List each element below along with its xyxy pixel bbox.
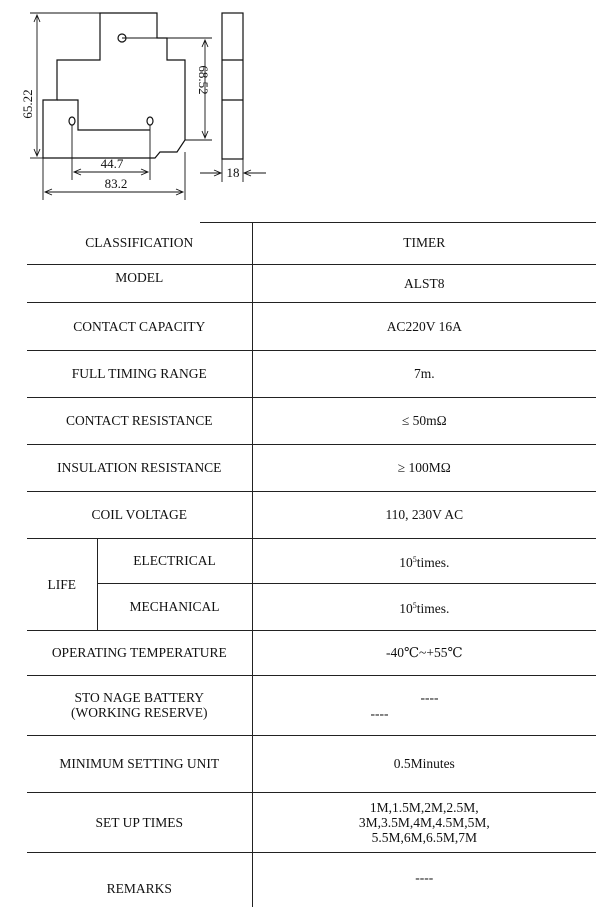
row-value: 7m. bbox=[252, 350, 596, 397]
row-value: -40℃~+55℃ bbox=[252, 630, 596, 675]
table-row bbox=[27, 630, 596, 675]
table-row bbox=[27, 264, 596, 302]
row-label bbox=[27, 675, 252, 735]
storage-battery-label-line2: (WORKING RESERVE) bbox=[70, 705, 208, 720]
table-row-life-mechanical bbox=[27, 583, 596, 630]
row-value: TIMER bbox=[252, 222, 596, 264]
spec-table bbox=[27, 222, 596, 907]
row-label: CLASSIFICATION bbox=[85, 235, 194, 251]
mounting-hole-left bbox=[69, 117, 75, 125]
row-value: AC220V 16A bbox=[252, 302, 596, 350]
table-row bbox=[27, 444, 596, 491]
front-inner-line bbox=[57, 100, 150, 130]
row-label: FULL TIMING RANGE bbox=[27, 350, 252, 397]
row-value bbox=[252, 675, 596, 735]
row-label: CONTACT RESISTANCE bbox=[27, 397, 252, 444]
row-label: COIL VOLTAGE bbox=[27, 491, 252, 538]
front-outline bbox=[43, 13, 185, 158]
table-row bbox=[27, 222, 596, 264]
table-row bbox=[27, 350, 596, 397]
row-value: 110, 230V AC bbox=[252, 491, 596, 538]
storage-battery-label-line1: STO NAGE BATTERY bbox=[74, 690, 205, 705]
table-row bbox=[27, 852, 596, 907]
row-value: 1M,1.5M,2M,2.5M, 3M,3.5M,4M,4.5M,5M, 5.5M,6M,6.5M,7M bbox=[252, 792, 596, 852]
row-value: ≥ 100MΩ bbox=[252, 444, 596, 491]
storage-battery-value-b: ---- bbox=[370, 705, 389, 721]
dim-hole-spacing-label: 44.7 bbox=[100, 156, 124, 171]
life-electrical-label: ELECTRICAL bbox=[97, 538, 252, 583]
row-label: MINIMUM SETTING UNIT bbox=[27, 735, 252, 792]
row-value: ALST8 bbox=[252, 264, 596, 302]
storage-battery-value-a: ---- bbox=[420, 689, 439, 705]
life-mechanical-label: MECHANICAL bbox=[97, 583, 252, 630]
row-label: OPERATING TEMPERATURE bbox=[27, 630, 252, 675]
life-electrical-value: $10^5times$. bbox=[252, 538, 596, 583]
table-row bbox=[27, 792, 596, 852]
row-label: INSULATION RESISTANCE bbox=[27, 444, 252, 491]
row-label: REMARKS bbox=[27, 852, 252, 907]
mounting-hole-right bbox=[147, 117, 153, 125]
row-value: ---- bbox=[252, 852, 596, 907]
table-row bbox=[27, 302, 596, 350]
dim-height-total-label: 65.22 bbox=[20, 89, 35, 119]
table-row bbox=[27, 397, 596, 444]
table-row bbox=[27, 675, 596, 735]
row-label: SET UP TIMES bbox=[27, 792, 252, 852]
dimension-drawing bbox=[0, 0, 600, 215]
row-label: CONTACT CAPACITY bbox=[27, 302, 252, 350]
dim-width-label: 83.2 bbox=[104, 176, 128, 191]
table-row bbox=[27, 491, 596, 538]
row-value: 0.5Minutes bbox=[252, 735, 596, 792]
row-value: ≤ 50mΩ bbox=[252, 397, 596, 444]
table-row bbox=[27, 735, 596, 792]
dim-height-inner-label: 68.52 bbox=[196, 65, 211, 95]
life-mechanical-value: $10^5times$. bbox=[252, 583, 596, 630]
side-view bbox=[222, 13, 243, 159]
dim-thickness-label: 18 bbox=[226, 165, 240, 180]
life-label: LIFE bbox=[27, 538, 97, 630]
table-row-life-electrical bbox=[27, 538, 596, 583]
row-label: MODEL bbox=[27, 264, 252, 302]
